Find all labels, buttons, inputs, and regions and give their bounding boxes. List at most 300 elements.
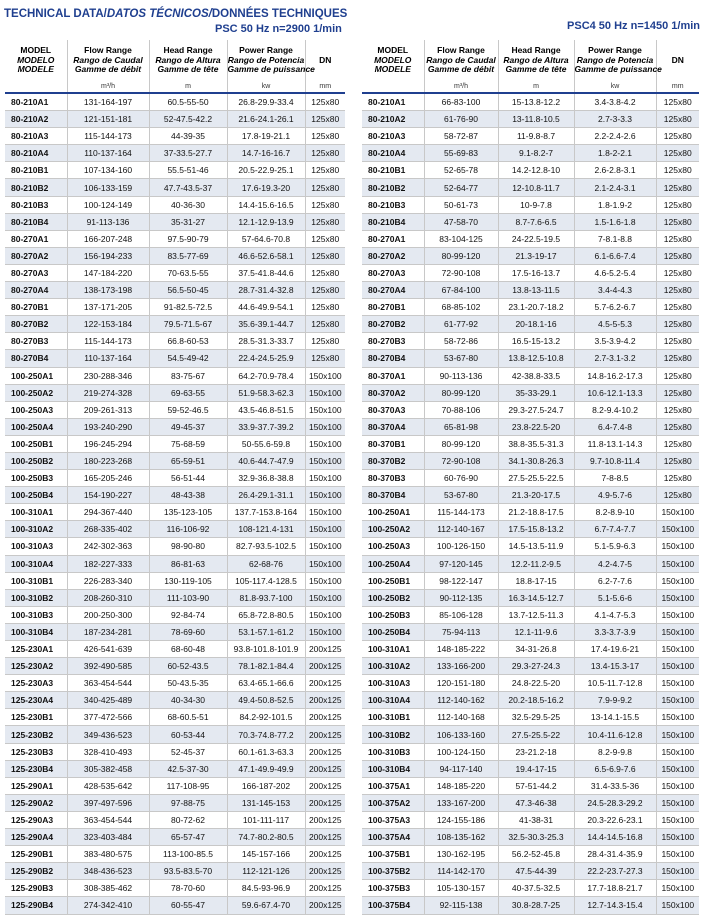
table-row xyxy=(362,418,699,435)
model-cell: 80-370A4 xyxy=(362,418,424,435)
dn-cell: 150x100 xyxy=(656,504,699,521)
table-row xyxy=(362,93,699,111)
flow-cell: 268-335-402 xyxy=(67,521,149,538)
model-cell: 100-375A1 xyxy=(362,777,424,794)
table-row xyxy=(5,641,345,658)
table-row xyxy=(5,196,345,213)
model-cell: 125-230B1 xyxy=(5,709,67,726)
power-cell: 7-8.1-8.8 xyxy=(574,230,656,247)
power-cell: 21.6-24.1-26.1 xyxy=(227,111,305,128)
dn-cell: 150x100 xyxy=(305,589,345,606)
head-cell: 97.5-90-79 xyxy=(149,230,227,247)
head-cell: 97-88-75 xyxy=(149,794,227,811)
model-cell: 125-230B2 xyxy=(5,726,67,743)
table-row xyxy=(5,504,345,521)
dn-cell: 150x100 xyxy=(305,521,345,538)
head-cell: 34-31-26.8 xyxy=(498,641,574,658)
table-row xyxy=(362,658,699,675)
table-row xyxy=(5,452,345,469)
power-cell: 6.1-6.6-7.4 xyxy=(574,247,656,264)
dn-cell: 150x100 xyxy=(656,572,699,589)
dn-cell: 125x80 xyxy=(305,299,345,316)
head-cell: 91-82.5-72.5 xyxy=(149,299,227,316)
unit-cell: kw xyxy=(227,81,305,93)
power-cell: 22.4-24.5-25.9 xyxy=(227,350,305,367)
power-cell: 81.8-93.7-100 xyxy=(227,589,305,606)
table-row xyxy=(362,641,699,658)
model-cell: 100-250B1 xyxy=(362,572,424,589)
dn-cell: 150x100 xyxy=(305,401,345,418)
flow-cell: 72-90-108 xyxy=(424,452,498,469)
head-cell: 47.7-43.5-37 xyxy=(149,179,227,196)
dn-cell: 125x80 xyxy=(656,162,699,179)
head-cell: 135-123-105 xyxy=(149,504,227,521)
flow-cell: 392-490-585 xyxy=(67,658,149,675)
power-cell: 8.2-9.4-10.2 xyxy=(574,401,656,418)
model-cell: 100-310B4 xyxy=(362,760,424,777)
model-cell: 100-250A3 xyxy=(5,401,67,418)
power-cell: 70.3-74.8-77.2 xyxy=(227,726,305,743)
head-cell: 69-63-55 xyxy=(149,384,227,401)
head-cell: 35-31-27 xyxy=(149,213,227,230)
flow-cell: 200-250-300 xyxy=(67,606,149,623)
model-cell: 100-375B4 xyxy=(362,897,424,914)
head-cell: 75-68-59 xyxy=(149,435,227,452)
dn-cell: 150x100 xyxy=(305,623,345,640)
model-cell: 100-310A2 xyxy=(5,521,67,538)
model-cell: 80-370A2 xyxy=(362,384,424,401)
table-row xyxy=(5,846,345,863)
dn-cell: 125x80 xyxy=(305,162,345,179)
head-cell: 78-69-60 xyxy=(149,623,227,640)
dn-cell: 125x80 xyxy=(305,316,345,333)
model-cell: 80-210B3 xyxy=(362,196,424,213)
flow-cell: 230-288-346 xyxy=(67,367,149,384)
power-cell: 2.1-2.4-3.1 xyxy=(574,179,656,196)
model-cell: 125-290A4 xyxy=(5,829,67,846)
head-cell: 93.5-83.5-70 xyxy=(149,863,227,880)
left-table-body xyxy=(5,93,345,914)
model-cell: 100-250B2 xyxy=(362,589,424,606)
head-cell: 20.2-18.5-16.2 xyxy=(498,692,574,709)
power-cell: 78.1-82.1-84.4 xyxy=(227,658,305,675)
model-cell: 80-270A1 xyxy=(5,230,67,247)
table-row xyxy=(5,863,345,880)
dn-cell: 150x100 xyxy=(305,384,345,401)
power-cell: 2.7-3-3.3 xyxy=(574,111,656,128)
power-cell: 7.9-9-9.2 xyxy=(574,692,656,709)
power-cell: 28.7-31.4-32.8 xyxy=(227,282,305,299)
model-cell: 80-270A2 xyxy=(362,247,424,264)
model-cell: 80-270B2 xyxy=(5,316,67,333)
table-row xyxy=(362,606,699,623)
head-cell: 29.3-27-24.3 xyxy=(498,658,574,675)
power-cell: 1.8-1.9-2 xyxy=(574,196,656,213)
model-cell: 100-310A2 xyxy=(362,658,424,675)
flow-cell: 72-90-108 xyxy=(424,264,498,281)
head-cell: 38.8-35.5-31.3 xyxy=(498,435,574,452)
table-row xyxy=(362,829,699,846)
model-cell: 100-375A2 xyxy=(362,794,424,811)
head-cell: 65-57-47 xyxy=(149,829,227,846)
model-cell: 80-210A4 xyxy=(362,145,424,162)
right-table-panel xyxy=(362,40,699,915)
dn-cell: 150x100 xyxy=(656,641,699,658)
head-cell: 8.7-7.6-6.5 xyxy=(498,213,574,230)
flow-cell: 105-130-157 xyxy=(424,880,498,897)
model-cell: 80-210B1 xyxy=(362,162,424,179)
dn-cell: 150x100 xyxy=(305,487,345,504)
table-row xyxy=(362,726,699,743)
dn-cell: 125x80 xyxy=(656,264,699,281)
flow-cell: 147-184-220 xyxy=(67,264,149,281)
table-row xyxy=(362,760,699,777)
model-cell: 80-210B1 xyxy=(5,162,67,179)
power-cell: 63.4-65.1-66.6 xyxy=(227,675,305,692)
power-cell: 8.2-8.9-10 xyxy=(574,504,656,521)
model-cell: 125-230B4 xyxy=(5,760,67,777)
dn-cell: 125x80 xyxy=(656,316,699,333)
power-cell: 108-121.4-131 xyxy=(227,521,305,538)
flow-cell: 97-120-145 xyxy=(424,555,498,572)
dn-cell: 125x80 xyxy=(305,264,345,281)
head-cell: 79.5-71.5-67 xyxy=(149,316,227,333)
flow-cell: 80-99-120 xyxy=(424,435,498,452)
head-cell: 44-39-35 xyxy=(149,128,227,145)
model-cell: 100-375B3 xyxy=(362,880,424,897)
dn-cell: 200x125 xyxy=(305,709,345,726)
head-cell: 21.3-19-17 xyxy=(498,247,574,264)
dn-cell: 200x125 xyxy=(305,658,345,675)
model-cell: 80-210A4 xyxy=(5,145,67,162)
dn-cell: 150x100 xyxy=(656,863,699,880)
dn-cell: 150x100 xyxy=(305,538,345,555)
power-cell: 14.8-16.2-17.3 xyxy=(574,367,656,384)
model-cell: 125-290B3 xyxy=(5,880,67,897)
head-cell: 59-52-46.5 xyxy=(149,401,227,418)
table-row xyxy=(5,316,345,333)
model-cell: 80-270A4 xyxy=(5,282,67,299)
table-row xyxy=(362,794,699,811)
head-cell: 80-72-62 xyxy=(149,811,227,828)
head-cell: 60-53-44 xyxy=(149,726,227,743)
table-row xyxy=(5,623,345,640)
head-cell: 56-51-44 xyxy=(149,470,227,487)
power-cell: 10.6-12.1-13.3 xyxy=(574,384,656,401)
flow-cell: 65-81-98 xyxy=(424,418,498,435)
flow-cell: 148-185-222 xyxy=(424,641,498,658)
model-cell: 100-250B1 xyxy=(5,435,67,452)
table-row xyxy=(5,435,345,452)
flow-cell: 106-133-159 xyxy=(67,179,149,196)
power-cell: 6.4-7.4-8 xyxy=(574,418,656,435)
model-cell: 100-250B2 xyxy=(5,452,67,469)
table-row xyxy=(5,299,345,316)
flow-cell: 165-205-246 xyxy=(67,470,149,487)
col-power-header: Power Range Rango de Potencia Gamme de puissance xyxy=(574,40,656,81)
head-cell: 10-9-7.8 xyxy=(498,196,574,213)
power-cell: 26.4-29.1-31.1 xyxy=(227,487,305,504)
model-cell: 80-210A1 xyxy=(5,93,67,111)
table-row xyxy=(362,162,699,179)
model-cell: 125-230A3 xyxy=(5,675,67,692)
power-cell: 3.5-3.9-4.2 xyxy=(574,333,656,350)
flow-cell: 61-76-90 xyxy=(424,111,498,128)
flow-cell: 193-240-290 xyxy=(67,418,149,435)
head-cell: 40-34-30 xyxy=(149,692,227,709)
head-cell: 23-21.2-18 xyxy=(498,743,574,760)
dn-cell: 200x125 xyxy=(305,880,345,897)
flow-cell: 52-65-78 xyxy=(424,162,498,179)
table-row xyxy=(5,145,345,162)
flow-cell: 100-124-149 xyxy=(67,196,149,213)
dn-cell: 200x125 xyxy=(305,897,345,914)
model-cell: 100-250B3 xyxy=(362,606,424,623)
head-cell: 56.2-52-45.8 xyxy=(498,846,574,863)
power-cell: 82.7-93.5-102.5 xyxy=(227,538,305,555)
dn-cell: 125x80 xyxy=(305,145,345,162)
dn-cell: 150x100 xyxy=(656,760,699,777)
power-cell: 84.5-93-96.9 xyxy=(227,880,305,897)
dn-cell: 200x125 xyxy=(305,846,345,863)
title-spanish: DATOS TÉCNICOS/ xyxy=(106,8,212,20)
table-row xyxy=(5,794,345,811)
dn-cell: 125x80 xyxy=(656,333,699,350)
flow-cell: 397-497-596 xyxy=(67,794,149,811)
power-cell: 74.7-80.2-80.5 xyxy=(227,829,305,846)
table-row xyxy=(5,572,345,589)
model-cell: 100-310B2 xyxy=(5,589,67,606)
dn-cell: 150x100 xyxy=(305,606,345,623)
dn-cell: 200x125 xyxy=(305,675,345,692)
head-cell: 83-75-67 xyxy=(149,367,227,384)
head-cell: 98-90-80 xyxy=(149,538,227,555)
flow-cell: 55-69-83 xyxy=(424,145,498,162)
table-row xyxy=(362,897,699,914)
power-cell: 14.4-14.5-16.8 xyxy=(574,829,656,846)
table-row xyxy=(5,367,345,384)
table-row xyxy=(5,264,345,281)
power-cell: 4.6-5.2-5.4 xyxy=(574,264,656,281)
model-cell: 100-375B1 xyxy=(362,846,424,863)
unit-cell: m xyxy=(498,81,574,93)
table-row xyxy=(5,111,345,128)
model-cell: 100-250A2 xyxy=(362,521,424,538)
power-cell: 5.1-5.6-6 xyxy=(574,589,656,606)
dn-cell: 125x80 xyxy=(305,128,345,145)
power-cell: 20.5-22.9-25.1 xyxy=(227,162,305,179)
flow-cell: 66-83-100 xyxy=(424,93,498,111)
dn-cell: 150x100 xyxy=(656,658,699,675)
head-cell: 17.5-16-13.7 xyxy=(498,264,574,281)
head-cell: 24.8-22.5-20 xyxy=(498,675,574,692)
table-row xyxy=(362,401,699,418)
dn-cell: 150x100 xyxy=(656,726,699,743)
model-cell: 100-310B4 xyxy=(5,623,67,640)
flow-cell: 98-122-147 xyxy=(424,572,498,589)
dn-cell: 125x80 xyxy=(305,213,345,230)
power-cell: 17.6-19.3-20 xyxy=(227,179,305,196)
head-cell: 23.1-20.7-18.2 xyxy=(498,299,574,316)
flow-cell: 70-88-106 xyxy=(424,401,498,418)
head-cell: 70-63.5-55 xyxy=(149,264,227,281)
flow-cell: 363-454-544 xyxy=(67,675,149,692)
flow-cell: 85-106-128 xyxy=(424,606,498,623)
flow-cell: 133-167-200 xyxy=(424,794,498,811)
psc-2900-table xyxy=(5,40,345,915)
model-cell: 100-250A1 xyxy=(5,367,67,384)
flow-cell: 131-164-197 xyxy=(67,93,149,111)
model-cell: 80-210A3 xyxy=(5,128,67,145)
table-row xyxy=(5,811,345,828)
head-cell: 11-9.8-8.7 xyxy=(498,128,574,145)
dn-cell: 150x100 xyxy=(305,572,345,589)
table-row xyxy=(5,829,345,846)
dn-cell: 200x125 xyxy=(305,760,345,777)
dn-cell: 150x100 xyxy=(305,470,345,487)
model-cell: 80-270A2 xyxy=(5,247,67,264)
table-row xyxy=(362,145,699,162)
psc4-1450-table xyxy=(362,40,699,915)
flow-cell: 133-166-200 xyxy=(424,658,498,675)
model-cell: 100-310B2 xyxy=(362,726,424,743)
head-cell: 49-45-37 xyxy=(149,418,227,435)
model-cell: 100-310A4 xyxy=(5,555,67,572)
flow-cell: 156-194-233 xyxy=(67,247,149,264)
flow-cell: 115-144-173 xyxy=(67,333,149,350)
power-cell: 4.1-4.7-5.3 xyxy=(574,606,656,623)
head-cell: 117-108-95 xyxy=(149,777,227,794)
head-cell: 9.1-8.2-7 xyxy=(498,145,574,162)
table-row xyxy=(5,282,345,299)
head-cell: 14.2-12.8-10 xyxy=(498,162,574,179)
dn-cell: 150x100 xyxy=(656,521,699,538)
dn-cell: 150x100 xyxy=(656,880,699,897)
table-row xyxy=(362,487,699,504)
table-row xyxy=(5,93,345,111)
flow-cell: 67-84-100 xyxy=(424,282,498,299)
flow-cell: 226-283-340 xyxy=(67,572,149,589)
model-cell: 100-310B1 xyxy=(5,572,67,589)
flow-cell: 80-99-120 xyxy=(424,384,498,401)
title-main: TECHNICAL DATA/ xyxy=(4,8,107,20)
power-cell: 53.1-57.1-61.2 xyxy=(227,623,305,640)
flow-cell: 328-410-493 xyxy=(67,743,149,760)
dn-cell: 125x80 xyxy=(656,247,699,264)
dn-cell: 150x100 xyxy=(305,504,345,521)
table-row xyxy=(5,709,345,726)
model-cell: 125-230A4 xyxy=(5,692,67,709)
head-cell: 24-22.5-19.5 xyxy=(498,230,574,247)
power-cell: 13-14.1-15.5 xyxy=(574,709,656,726)
power-cell: 12.1-12.9-13.9 xyxy=(227,213,305,230)
dn-cell: 150x100 xyxy=(656,692,699,709)
model-cell: 125-290A1 xyxy=(5,777,67,794)
flow-cell: 106-133-160 xyxy=(424,726,498,743)
power-cell: 2.2-2.4-2.6 xyxy=(574,128,656,145)
power-cell: 57-64.6-70.8 xyxy=(227,230,305,247)
head-cell: 42-38.8-33.5 xyxy=(498,367,574,384)
model-cell: 80-210A1 xyxy=(362,93,424,111)
model-cell: 80-210B4 xyxy=(362,213,424,230)
power-cell: 44.6-49.9-54.1 xyxy=(227,299,305,316)
model-cell: 80-270A1 xyxy=(362,230,424,247)
dn-cell: 150x100 xyxy=(656,846,699,863)
power-cell: 60.1-61.3-63.3 xyxy=(227,743,305,760)
table-row xyxy=(362,538,699,555)
power-cell: 101-111-117 xyxy=(227,811,305,828)
table-row xyxy=(5,401,345,418)
dn-cell: 125x80 xyxy=(656,452,699,469)
dn-cell: 125x80 xyxy=(656,230,699,247)
model-cell: 100-310A3 xyxy=(5,538,67,555)
dn-cell: 125x80 xyxy=(656,435,699,452)
head-cell: 27.5-25.5-22 xyxy=(498,726,574,743)
flow-cell: 187-234-281 xyxy=(67,623,149,640)
dn-cell: 125x80 xyxy=(656,350,699,367)
power-cell: 46.6-52.6-58.1 xyxy=(227,247,305,264)
col-flow-header: Flow Range Rango de Caudal Gamme de débit xyxy=(67,40,149,81)
model-cell: 100-310B3 xyxy=(362,743,424,760)
dn-cell: 125x80 xyxy=(656,145,699,162)
table-row xyxy=(362,316,699,333)
table-row xyxy=(5,384,345,401)
flow-cell: 108-135-162 xyxy=(424,829,498,846)
power-cell: 6.5-6.9-7.6 xyxy=(574,760,656,777)
power-cell: 37.5-41.8-44.6 xyxy=(227,264,305,281)
power-cell: 59.6-67.4-70 xyxy=(227,897,305,914)
table-row xyxy=(5,658,345,675)
power-cell: 7-8-8.5 xyxy=(574,470,656,487)
flow-cell: 115-144-173 xyxy=(424,504,498,521)
power-cell: 17.8-19-21.1 xyxy=(227,128,305,145)
model-cell: 100-250A2 xyxy=(5,384,67,401)
dn-cell: 125x80 xyxy=(305,282,345,299)
model-cell: 80-210B3 xyxy=(5,196,67,213)
model-cell: 80-270A3 xyxy=(5,264,67,281)
power-cell: 10.5-11.7-12.8 xyxy=(574,675,656,692)
table-row xyxy=(5,589,345,606)
flow-cell: 53-67-80 xyxy=(424,350,498,367)
table-row xyxy=(362,196,699,213)
power-cell: 47.1-49.9-49.9 xyxy=(227,760,305,777)
power-cell: 4.9-5.7-6 xyxy=(574,487,656,504)
power-cell: 5.1-5.9-6.3 xyxy=(574,538,656,555)
power-cell: 64.2-70.9-78.4 xyxy=(227,367,305,384)
table-row xyxy=(362,367,699,384)
table-row xyxy=(362,435,699,452)
model-cell: 80-270B4 xyxy=(362,350,424,367)
table-row xyxy=(362,555,699,572)
flow-cell: 68-85-102 xyxy=(424,299,498,316)
power-cell: 50-55.6-59.8 xyxy=(227,435,305,452)
dn-cell: 150x100 xyxy=(656,897,699,914)
power-cell: 2.7-3.1-3.2 xyxy=(574,350,656,367)
power-cell: 17.7-18.8-21.7 xyxy=(574,880,656,897)
head-cell: 37-33.5-27.7 xyxy=(149,145,227,162)
table-row xyxy=(362,572,699,589)
table-row xyxy=(5,606,345,623)
flow-cell: 120-151-180 xyxy=(424,675,498,692)
head-cell: 14.5-13.5-11.9 xyxy=(498,538,574,555)
flow-cell: 112-140-168 xyxy=(424,709,498,726)
model-cell: 80-210B4 xyxy=(5,213,67,230)
model-cell: 80-270A4 xyxy=(362,282,424,299)
head-cell: 32.5-30.3-25.3 xyxy=(498,829,574,846)
flow-cell: 219-274-328 xyxy=(67,384,149,401)
flow-cell: 110-137-164 xyxy=(67,350,149,367)
flow-cell: 166-207-248 xyxy=(67,230,149,247)
